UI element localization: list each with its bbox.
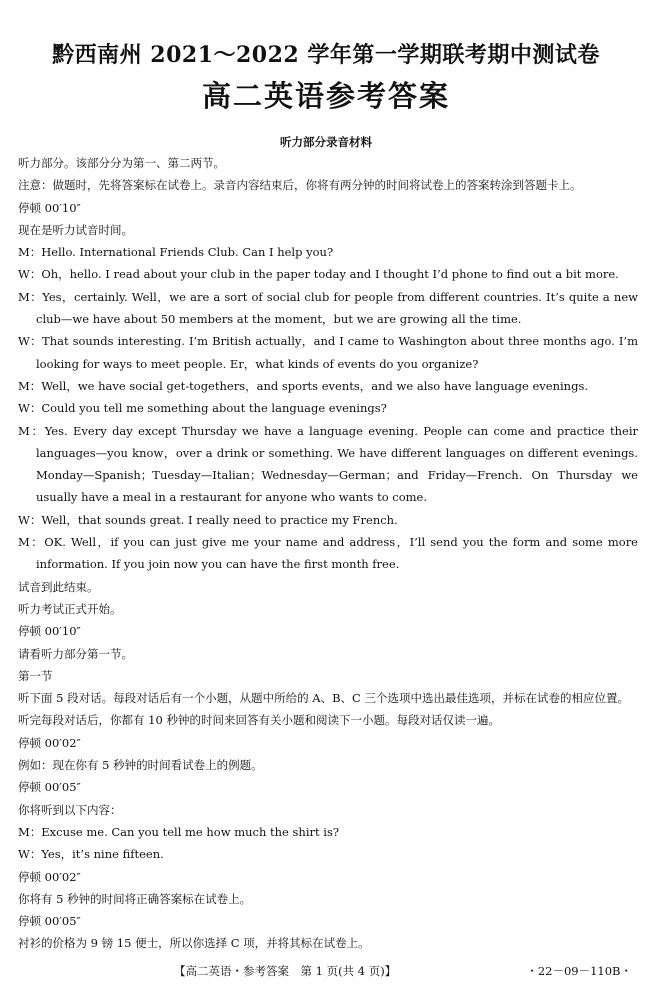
text-line: 听力部分。该部分分为第一、第二两节。 xyxy=(18,156,225,170)
text-line: 注意：做题时，先将答案标在试卷上。录音内容结束后，你将有两分钟的时间将试卷上的答案转涂到答题卡上。 xyxy=(18,178,582,193)
speaker-line: M：Hello. International Friends Club. Can I help you? xyxy=(18,245,334,260)
section-label: 第一节 xyxy=(18,668,53,683)
text-line: 现在是听力试音时间。 xyxy=(18,222,133,237)
section-heading: 听力部分录音材料 xyxy=(280,135,372,149)
speaker-line: M：Excuse me. Can you tell me how much the shirt is? xyxy=(18,824,340,839)
speaker-line: W：Well，that sounds great. I really need to practice my French. xyxy=(18,512,398,527)
speaker-line: W：Could you tell me something about the language evenings? xyxy=(18,401,387,416)
text-line: 例如：现在你有 5 秒钟的时间看试卷上的例题。 xyxy=(18,758,263,773)
answer-key-title: 高二英语参考答案 xyxy=(201,79,450,113)
speaker-line: W：Yes，it’s nine fifteen. xyxy=(18,847,164,862)
text-line: 衬衫的价格为 9 镑 15 便士，所以你选择 C 项，并将其标在试卷上。 xyxy=(18,936,370,951)
exam-title: 黔西南州 2021～2022 学年第一学期联考期中测试卷 xyxy=(52,42,600,68)
text-line: 听力考试正式开始。 xyxy=(18,601,122,616)
pause-line: 停顿 00′10″ xyxy=(18,624,81,639)
speaker-line: M：OK. Well，if you can just give me your name and address，I’ll send you the form and some more information. If you join now you can have the first month free. xyxy=(18,535,638,572)
pause-line: 停顿 00′10″ xyxy=(18,200,81,215)
transcript-body xyxy=(18,152,638,955)
pause-line: 停顿 00′02″ xyxy=(18,735,81,750)
speaker-line: M：Yes. Every day except Thursday we have a language evening. People can come and practice their languages—you know，over a drink or something. We have different languages on different evenings. Monday—Spanish；Tuesday—Italian；Wednesday—German；and Friday—French. On Thursday we usually have a meal in a restaurant for anyone who wants to come. xyxy=(18,423,638,505)
text-line: 请看听力部分第一节。 xyxy=(18,646,133,661)
speaker-line: W：Oh，hello. I read about your club in the paper today and I thought I’d phone to find out a bit more. xyxy=(18,267,619,282)
text-line: 你将有 5 秒钟的时间将正确答案标在试卷上。 xyxy=(18,891,252,906)
document-code: ・22－09－110B・ xyxy=(526,964,632,978)
speaker-line: W：That sounds interesting. I’m British actually，and I came to Washington about three months ago. I’m looking for ways to meet people. Er，what kinds of events do you organize? xyxy=(18,334,638,371)
speaker-line: M：Well，we have social get-togethers，and sports events，and we also have language evenings. xyxy=(18,378,589,393)
page-number-label: 【高二英语・参考答案 第 1 页(共 4 页)】 xyxy=(174,964,397,978)
pause-line: 停顿 00′02″ xyxy=(18,869,81,884)
pause-line: 停顿 00′05″ xyxy=(18,780,81,795)
text-line: 你将听到以下内容： xyxy=(18,802,122,817)
pause-line: 停顿 00′05″ xyxy=(18,914,81,929)
instruction-paragraph: 听下面 5 段对话。每段对话后有一个小题，从题中所给的 A、B、C 三个选项中选出最佳选项，并标在试卷的相应位置。听完每段对话后，你都有 10 秒钟的时间来回答有关小题和阅读下一小题。每段对话仅读一遍。 xyxy=(18,691,629,728)
text-line: 试音到此结束。 xyxy=(18,579,99,594)
speaker-line: M：Yes，certainly. Well，we are a sort of social club for people from different countries. It’s quite a new club—we have about 50 members at the moment，but we are growing all the time. xyxy=(18,289,638,327)
